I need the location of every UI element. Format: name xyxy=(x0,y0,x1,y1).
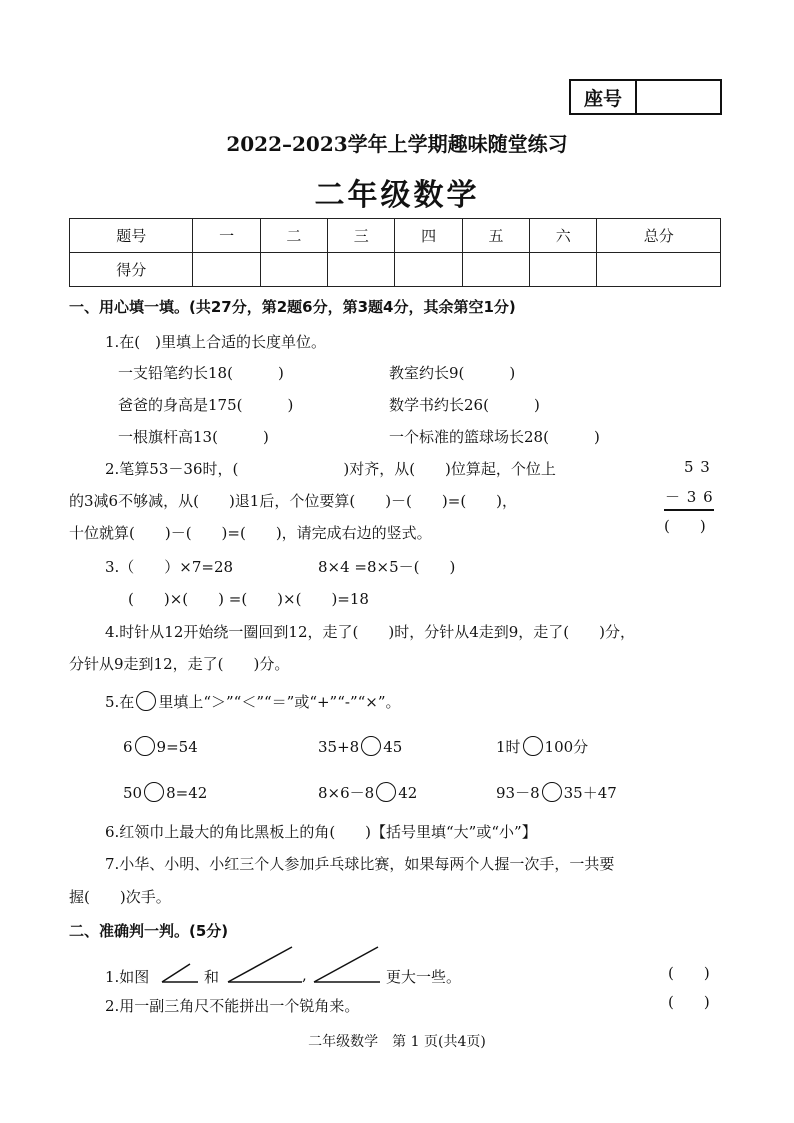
q3-c: ( )×( ) =( )×( )=18 xyxy=(128,590,369,608)
vertical-top-number: 5 3 xyxy=(684,458,711,476)
q4-line1: 4.时针从12开始绕一圈回到12，走了( )时，分针从4走到9，走了( )分， xyxy=(105,623,635,641)
subject-title: 二年级数学 xyxy=(314,178,480,213)
seat-label: 座号 xyxy=(571,81,637,113)
answer-circle[interactable] xyxy=(361,736,381,756)
answer-circle[interactable] xyxy=(135,736,155,756)
seat-number-field[interactable] xyxy=(637,81,720,113)
page-footer: 二年级数学 第 1 页(共4页) xyxy=(308,1034,486,1050)
score-cell[interactable] xyxy=(395,253,462,287)
q5-item: 50 8=42 xyxy=(123,784,208,802)
q1-item: 数学书约长26( ) xyxy=(389,396,540,414)
seat-number-box xyxy=(569,79,722,115)
score-header-cell: 二 xyxy=(260,219,327,253)
q2-line1: 2.笔算53－36时，( )对齐，从( )位算起，个位上 xyxy=(105,460,556,478)
q5-stem xyxy=(105,691,401,712)
q5-item: 8×6－8 42 xyxy=(318,784,418,802)
score-table xyxy=(69,218,721,287)
answer-circle[interactable] xyxy=(523,736,543,756)
score-cell[interactable] xyxy=(328,253,395,287)
small-angle-figure xyxy=(160,960,200,984)
answer-circle[interactable] xyxy=(376,782,396,802)
section1-heading: 一、用心填一填。(共27分，第2题6分，第3题4分，其余第空1分) xyxy=(69,298,516,316)
vertical-minus-number: － 3 6 xyxy=(665,488,714,506)
q1-item: 爸爸的身高是175( ) xyxy=(118,396,294,414)
q3-a: 3.（ ）×7=28 xyxy=(105,558,234,576)
score-cell[interactable] xyxy=(530,253,597,287)
q6-text: 6.红领巾上最大的角比黑板上的角( )【括号里填“大”或“小”】 xyxy=(105,823,537,841)
q1-item: 一根旗杆高13( ) xyxy=(118,428,269,446)
s2-q1-pre: 1.如图 xyxy=(105,968,150,986)
score-header-cell: 六 xyxy=(530,219,597,253)
q5-stem-pre: 5.在 xyxy=(105,693,135,711)
comma: , xyxy=(302,966,307,984)
q5-item: 1时 100分 xyxy=(496,738,589,756)
score-header-cell: 总分 xyxy=(597,219,721,253)
exam-title: 2022–2023学年上学期趣味随堂练习 xyxy=(226,132,568,156)
score-header-cell: 题号 xyxy=(70,219,193,253)
circle-icon xyxy=(136,691,156,711)
q7-line2: 握( )次手。 xyxy=(69,888,171,906)
answer-circle[interactable] xyxy=(542,782,562,802)
q2-line3: 十位就算( )－( )=( )，请完成右边的竖式。 xyxy=(69,524,432,542)
score-header-cell: 一 xyxy=(193,219,260,253)
s2-q1-post: 更大一些。 xyxy=(386,968,462,986)
score-cell[interactable] xyxy=(597,253,721,287)
section2-heading: 二、准确判一判。(5分) xyxy=(69,922,229,940)
q5-item: 93－8 35＋47 xyxy=(496,784,617,802)
q3-b: 8×4 =8×5－( ) xyxy=(318,558,456,576)
q4-line2: 分针从9走到12，走了( )分。 xyxy=(69,655,290,673)
q1-stem: 1.在( )里填上合适的长度单位。 xyxy=(105,333,327,351)
vertical-answer: ( ) xyxy=(664,517,706,535)
answer-circle[interactable] xyxy=(144,782,164,802)
score-cell[interactable] xyxy=(462,253,529,287)
q2-line2: 的3减6不够减，从( )退1后，个位要算( )－( )=( )， xyxy=(69,492,518,510)
s2-q1-bracket[interactable]: ( ) xyxy=(668,964,710,982)
score-cell[interactable] xyxy=(193,253,260,287)
score-header-cell: 三 xyxy=(328,219,395,253)
score-row-label: 得分 xyxy=(70,253,193,287)
s2-q2-text: 2.用一副三角尺不能拼出一个锐角来。 xyxy=(105,997,360,1015)
score-cell[interactable] xyxy=(260,253,327,287)
score-header-cell: 四 xyxy=(395,219,462,253)
vertical-calc-line xyxy=(664,509,714,511)
q5-stem-post: 里填上“＞”“＜”“＝”或“+”“-”“×”。 xyxy=(158,693,401,711)
q5-item: 35+8 45 xyxy=(318,738,403,756)
q1-item: 一支铅笔约长18( ) xyxy=(118,364,284,382)
large-angle-figure-2 xyxy=(312,944,382,984)
q1-item: 教室约长9( ) xyxy=(389,364,516,382)
q5-item: 6 9=54 xyxy=(123,738,198,756)
large-angle-figure-1 xyxy=(226,944,304,984)
score-header-cell: 五 xyxy=(462,219,529,253)
s2-q2-bracket[interactable]: ( ) xyxy=(668,993,710,1011)
q1-item: 一个标准的篮球场长28( ) xyxy=(389,428,600,446)
s2-q1-mid: 和 xyxy=(204,968,220,986)
q7-line1: 7.小华、小明、小红三个人参加乒乓球比赛，如果每两个人握一次手，一共要 xyxy=(105,855,615,873)
